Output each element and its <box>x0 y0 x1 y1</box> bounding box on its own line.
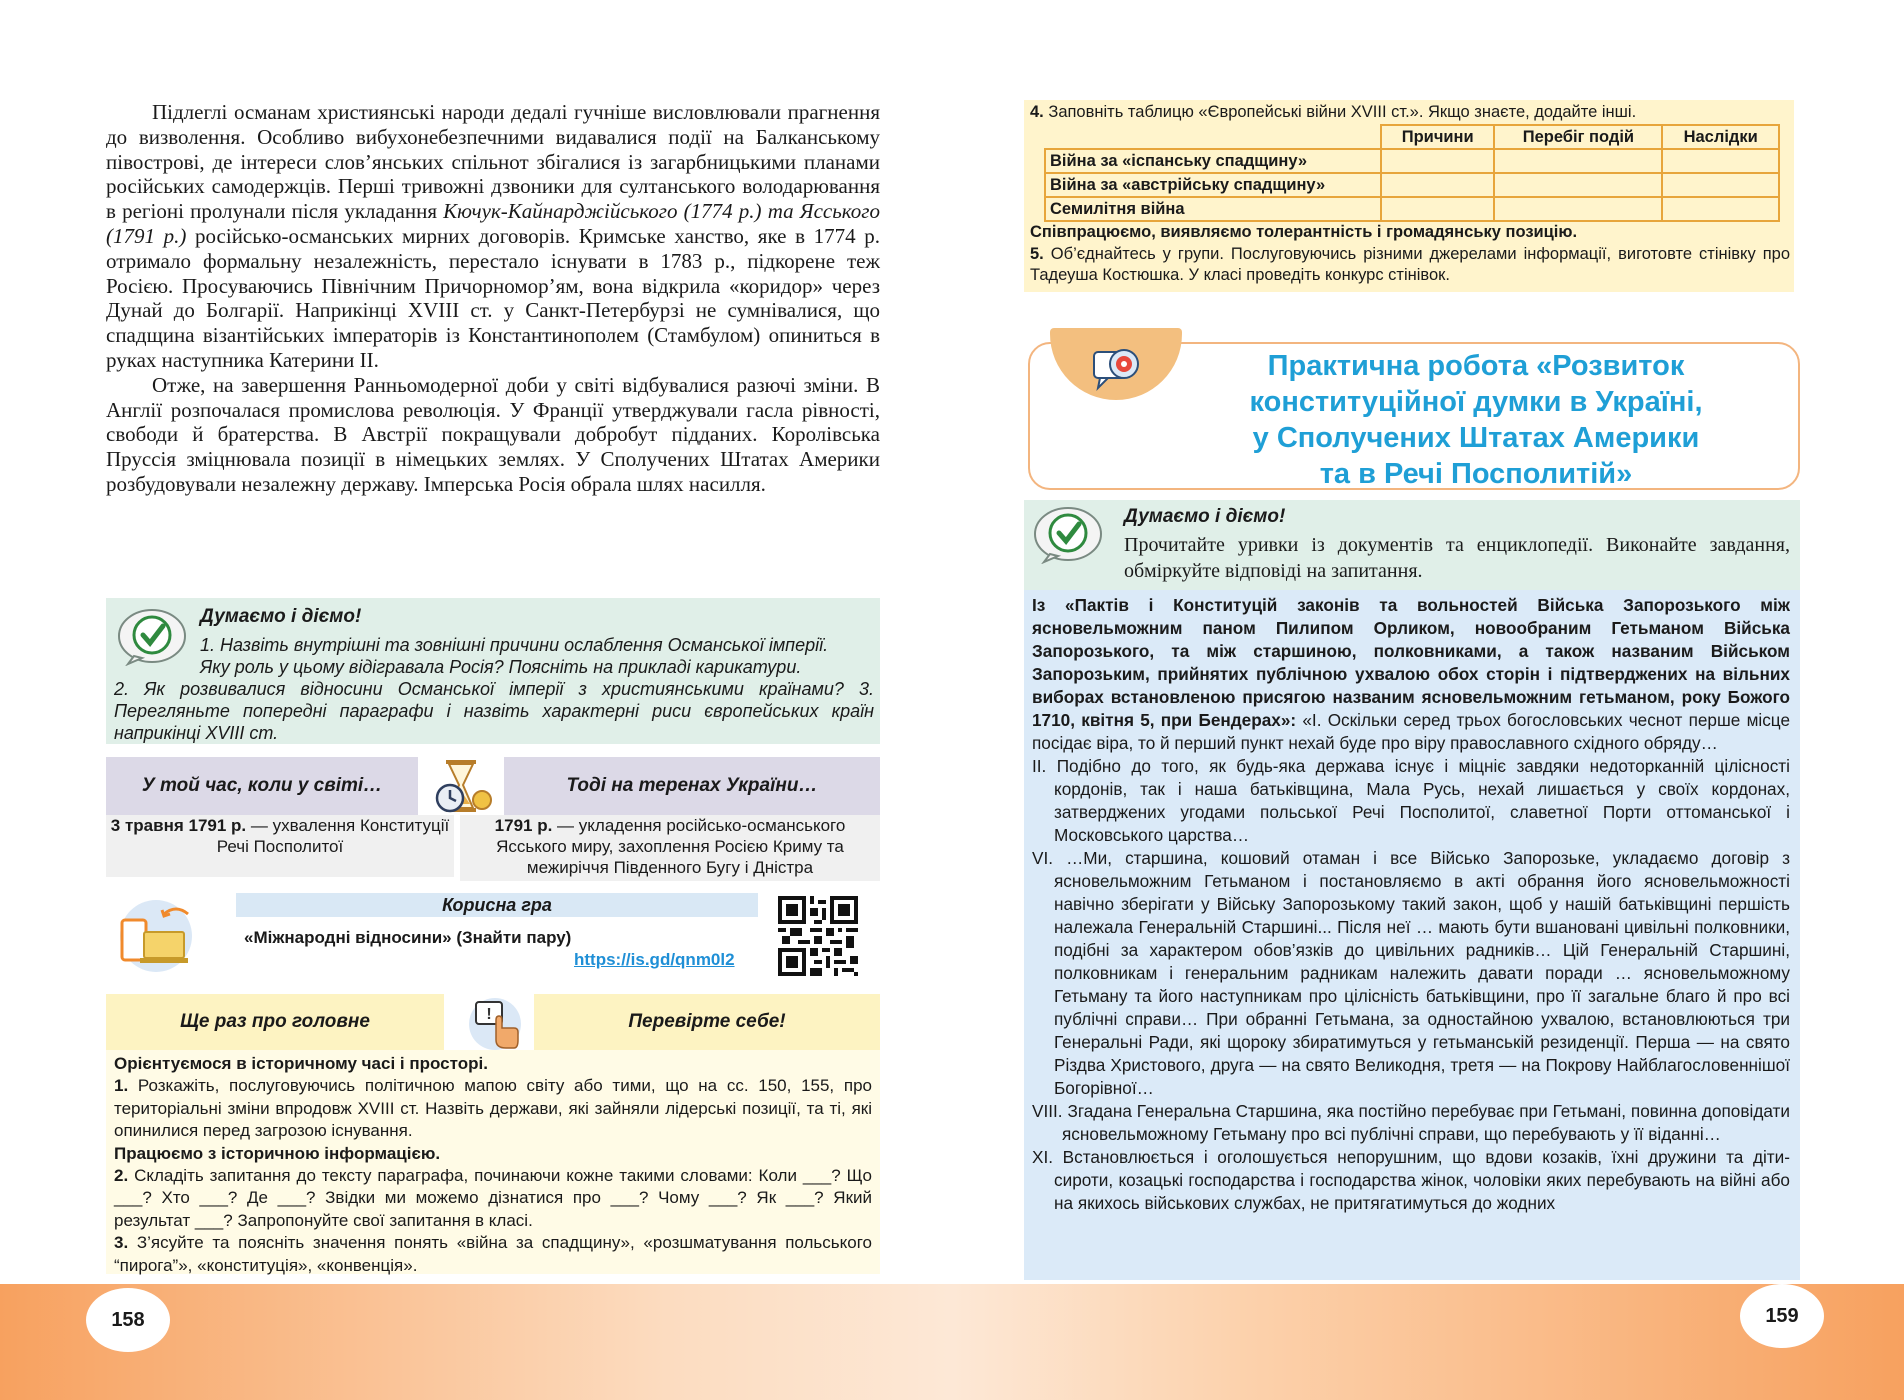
task-5: 5. Об’єднайтесь у групи. Послуговуючись різними джерелами інформації, виготовте стінівку про Тадеуша Костюшка. У класі проведіть конкурс стінівок. <box>1030 245 1791 284</box>
bottom-band <box>0 1284 1904 1400</box>
think-box-line-3: 2. Як розвивалися відносини Османської імперії з християнськими країнами? 3. Перегляньте попередні параграфи і назвіть характерні риси європейських країн наприкінці XVIII ст. <box>114 679 874 743</box>
paragraph-1: Підлеглі османам християнські народи дедалі гучніше висловлювали прагнення до визволення. Особливо вибухонебезпечними видавалися події на Балканському півострові, де інтереси слов’янських спільнот збігалися із загарбницькими планами російських самодержців. Перші тривожні дзвоники для султанського володарювання в регіоні пролунали після укладання Кючук-Кайнарджійського (1774 р.) та Ясського (1791 р.) російсько-османських мирних договорів. Кримське ханство, яке в 1774 р. отримало формальну незалежність, перестало існувати в 1783 р., підкорене теж Росією. Просуваючись Північним Причорномор’ям, вона відкрила «коридор» через Дунай до Болгарії. Наприкінці XVIII ст. у Санкт-Петербурзі не сумнівалися, що спадщина візантійських імператорів із Константинополем (Стамбулом) опиниться в руках наступника Катерини II. <box>106 100 881 372</box>
excerpt-article-8: VIII. Згадана Генеральна Старшина, яка постійно перебуває при Гетьмані, повинна доповідати ясновельможному Гетьману про всі публічні справи, що перебувають у її віданні… <box>1032 1101 1790 1144</box>
timeline-world-event: 3 травня 1791 р. — ухвалення Конституції Речі Посполитої <box>106 815 454 877</box>
check-bubble-icon <box>1030 504 1104 564</box>
practical-work-title: Практична робота «Розвиток конституційної думки в Україні, у Сполучених Штатах Америки та в Речі Посполитій» <box>1249 350 1703 490</box>
column-causes: Причини <box>1381 125 1494 149</box>
excerpt-article-2: II. Подібно до того, як будь-яка держава існує і міцніє завдяки недоторканній цілісності кордонів, так і наша батьківщина, Мала Русь, нехай лишається у своїх кордонах, затверджених угодами польської Речі Посполитої, славетної Порти оттоманської і Московського царства… <box>1032 756 1790 845</box>
hourglass-clock-icon <box>430 758 496 814</box>
column-consequences: Наслідки <box>1662 125 1779 149</box>
summary-tasks: Орієнтуємося в історичному часі і просторі. 1. Розкажіть, послуговуючись політичною мапою світу або тими, що на сс. 150, 155, про територіальні зміни впродовж XVIII ст. Назвіть держави, які зайняли лідерські позиції, та ті, які опинилися перед загрозою існування. Працюємо з історичною інформацією. 2. Складіть запитання до тексту параграфа, починаючи кожне такими словами: Коли ___? Що ___? Хто ___? Де ___? Звідки ми можемо дізнатися про ___? Чому ___? Як ___? Який результат ___? Запропонуйте свої запитання в класі. 3. З’ясуйте та поясніть значення понять «війна за спадщину», «розшматування польського “пирога”», «конституція», «конвенція». <box>106 1050 880 1274</box>
table-row: Війна за «австрійську спадщину» <box>1045 173 1779 197</box>
devices-icon <box>112 896 202 976</box>
wars-table <box>1044 124 1780 222</box>
think-box-right-title: Думаємо і діємо! <box>1124 506 1286 527</box>
check-bubble-icon <box>114 606 188 666</box>
think-box-right-text: Прочитайте уривки із документів та енциклопедії. Виконайте завдання, обміркуйте відповіді на запитання. <box>1124 534 1790 582</box>
main-points-heading: Ще раз про головне <box>106 994 444 1050</box>
column-events: Перебіг подій <box>1494 125 1662 149</box>
task-4: 4. Заповніть таблицю «Європейські війни XVIII ст.». Якщо знаєте, додайте інші. <box>1030 103 1637 121</box>
paragraph-2: Отже, на завершення Ранньомодерної доби у світі відбувалися разючі зміни. В Англії розпочалася промислова революція. У Франції утверджували гасла рівності, свободи й братерства. В Австрії покращували добробут підданих. Королівська Пруссія зміцнювала позиції в німецьких землях. У Сполучених Штатах Америки розбудовували незалежну державу. Імперська Росія обрала шлях насилля. <box>106 372 880 496</box>
excerpt-article-6: VI. …Ми, старшина, кошовий отаман і все Військо Запорозьке, укладаємо договір з ясновельможним Гетьманом і постановляємо в акті обрання його ясновельможності навічно зберігати у Війську Запорозькому такий закон, щоб у нашій батьківщині першість належала Генеральній Старшині... Після неї … мають бути вшановані цивільні полковники, подібні за характером обов’язків до цивільних радників… Цій Генеральній Старшині, полковникам і генеральним радникам належить давати поради … ясновельможному Гетьману та його наступникам про цілісність батьківщини, про її загальне благо й про всі публічні справи… При обранні Гетьмана, за одностайною ухвалою, встановлюються три Генеральні Ради, які щороку збиратимуться у гетьманській резиденції. Перша — на свято Різдва Христового, друга — на свято Великодня, третя — на Покрову Найблагословеннішої Богорівної… <box>1032 848 1790 1098</box>
think-box-line-2: Яку роль у цьому відігравала Росія? Поясніть на прикладі карикатури. <box>200 657 802 677</box>
table-row: Війна за «іспанську спадщину» <box>1045 149 1779 173</box>
timeline-ukraine-event: 1791 р. — укладення російсько-османського Ясського миру, захоплення Росією Криму та межиріччя Південного Бугу і Дністра <box>460 815 880 881</box>
svg-text:!: ! <box>486 1006 492 1023</box>
touch-finger-icon <box>466 996 524 1052</box>
chat-target-icon <box>1090 344 1146 394</box>
game-title: «Міжнародні відносини» (Знайти пару) <box>244 928 572 947</box>
timeline-ukraine-heading: Тоді на теренах України… <box>504 757 880 815</box>
document-excerpt <box>1024 590 1800 1280</box>
table-row: Семилітня війна <box>1045 197 1779 221</box>
excerpt-article-11: XI. Встановлюється і оголошується непорушним, що вдови козаків, їхні дружини та діти-сироти, козацькі господарства і господарства жінок, чоловіки яких перебувають на війні або на якихось військових службах, не притягатимуться до жодних <box>1032 1147 1790 1213</box>
main-text <box>106 100 880 497</box>
timeline-world-heading: У той час, коли у світі… <box>106 757 418 815</box>
excerpt-intro: Із «Пактів і Конституцій законів та вольностей Війська Запорозького між ясновельможним паном Пилипом Орликом, новообраним Гетьманом Війська Запорозького, та між старшиною, полковниками, а також названим Військом Запорозьким, прийнятих публічною ухвалою обох сторін і підтверджених на вільних виборах встановленою присягою названим ясновельможним гетьманом, року Божого 1710, квітня 5, при Бендерах»: «I. Оскільки серед трьох богословських чеснот перше місце посідає віра, то й перший пункт нехай буде про віру православного східного обряду… <box>1032 595 1791 753</box>
game-link[interactable]: https://is.gd/qnm0l2 <box>574 950 735 969</box>
page-number-left: 158 <box>86 1288 170 1352</box>
check-yourself-heading: Перевірте себе! <box>534 994 880 1050</box>
qr-code[interactable] <box>778 896 858 976</box>
think-box-line-1: 1. Назвіть внутрішні та зовнішні причини ослаблення Османської імперії. <box>200 635 829 655</box>
cooperate-heading: Співпрацюємо, виявляємо толерантність і громадянську позицію. <box>1030 223 1578 241</box>
page-number-right: 159 <box>1740 1284 1824 1348</box>
useful-game-heading: Корисна гра <box>236 893 758 917</box>
think-box-title: Думаємо і діємо! <box>200 606 362 627</box>
